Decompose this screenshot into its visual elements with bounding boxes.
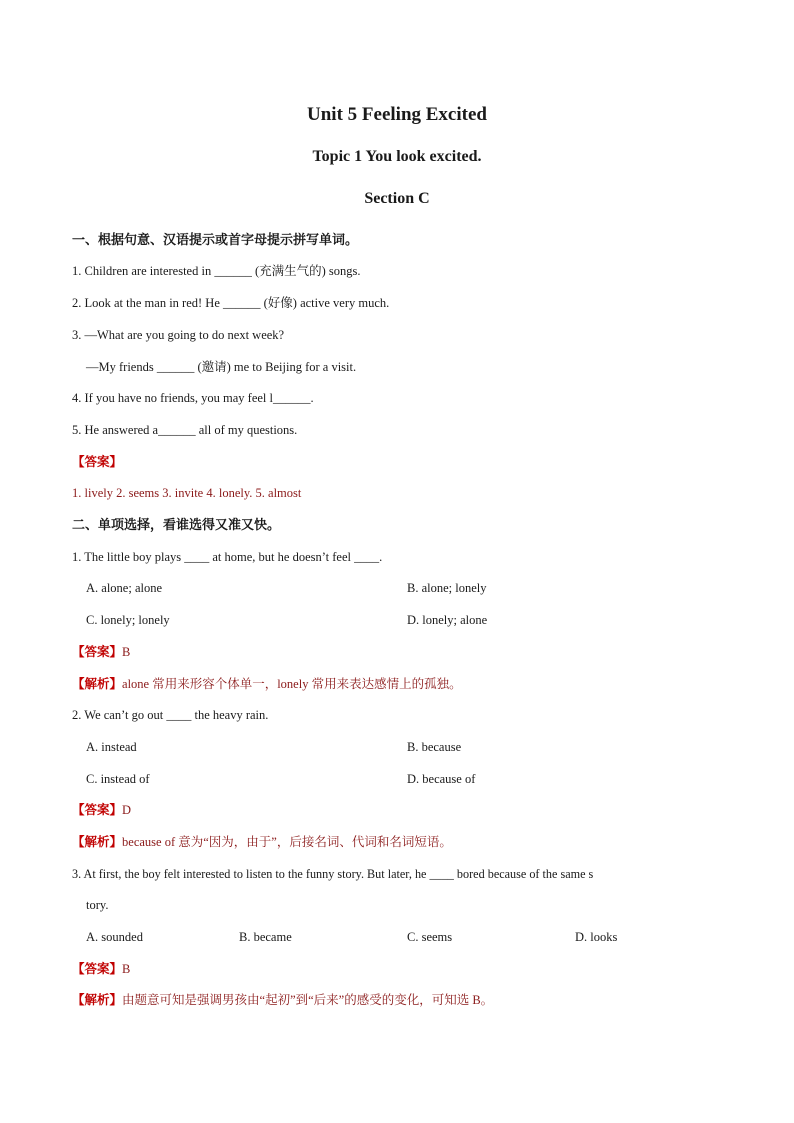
- q3-option-a: A. sounded: [86, 930, 143, 944]
- q3-option-c: C. seems: [407, 930, 453, 944]
- q3-option-d: D. looks: [575, 930, 618, 944]
- part1-item-3: 3. —What are you going to do next week?: [72, 328, 285, 342]
- q2-answer-value: D: [122, 803, 132, 817]
- q2-stem: 2. We can’t go out ____ the heavy rain.: [72, 708, 269, 722]
- q3-option-b: B. became: [239, 930, 292, 944]
- part1-item-5: 5. He answered a______ all of my questions.: [72, 423, 298, 437]
- q3-analysis-text: 由题意可知是强调男孩由“起初”到“后来”的感受的变化，可知选 B。: [122, 993, 494, 1007]
- q1-option-a: A. alone; alone: [86, 581, 163, 595]
- part1-item-3-reply: —My friends ______ (邀请) me to Beijing for a visit.: [86, 360, 357, 374]
- q2-analysis: [72, 834, 452, 850]
- q2-answer: [72, 802, 131, 818]
- q1-analysis-text: alone 常用来形容个体单一，lonely 常用来表达感情上的孤独。: [122, 677, 462, 691]
- q3-stem-line1: 3. At first, the boy felt interested to listen to the funny story. But later, he ____ bored because of the same s: [72, 867, 594, 881]
- q1-answer: [72, 644, 130, 660]
- part2-heading: 二、单项选择，看谁选得又准又快。: [72, 517, 281, 532]
- q1-option-b: B. alone; lonely: [407, 581, 487, 595]
- part1-answer-text: 1. lively 2. seems 3. invite 4. lonely. 5. almost: [72, 486, 302, 500]
- q3-answer: [72, 961, 130, 977]
- q3-analysis: [72, 992, 493, 1008]
- q1-option-c: C. lonely; lonely: [86, 613, 170, 627]
- q2-option-d: D. because of: [407, 772, 476, 786]
- q1-analysis: [72, 676, 462, 692]
- part1-answer-tag: 【答案】: [72, 455, 123, 469]
- topic-title: Topic 1 You look excited.: [312, 148, 482, 165]
- q2-option-c: C. instead of: [86, 772, 150, 786]
- q3-analysis-tag: 【解析】: [72, 993, 123, 1007]
- q1-option-d: D. lonely; alone: [407, 613, 488, 627]
- q2-analysis-text: because of 意为“因为，由于”，后接名词、代词和名词短语。: [122, 835, 452, 849]
- q2-analysis-tag: 【解析】: [72, 835, 123, 849]
- unit-title: Unit 5 Feeling Excited: [307, 104, 487, 125]
- q2-answer-tag: 【答案】: [72, 803, 123, 817]
- q3-stem-line2: tory.: [86, 898, 109, 912]
- part1-item-1: 1. Children are interested in ______ (充满生气的) songs.: [72, 264, 361, 278]
- part1-heading: 一、根据句意、汉语提示或首字母提示拼写单词。: [72, 232, 359, 247]
- q3-answer-value: B: [122, 962, 131, 976]
- q1-answer-value: B: [122, 645, 131, 659]
- q1-analysis-tag: 【解析】: [72, 677, 123, 691]
- q3-answer-tag: 【答案】: [72, 962, 123, 976]
- part1-item-4: 4. If you have no friends, you may feel l______.: [72, 391, 314, 405]
- section-title: Section C: [364, 190, 430, 207]
- q2-option-b: B. because: [407, 740, 462, 754]
- q2-option-a: A. instead: [86, 740, 137, 754]
- part1-item-2: 2. Look at the man in red! He ______ (好像) active very much.: [72, 296, 390, 310]
- q1-stem: 1. The little boy plays ____ at home, but he doesn’t feel ____.: [72, 550, 383, 564]
- q1-answer-tag: 【答案】: [72, 645, 123, 659]
